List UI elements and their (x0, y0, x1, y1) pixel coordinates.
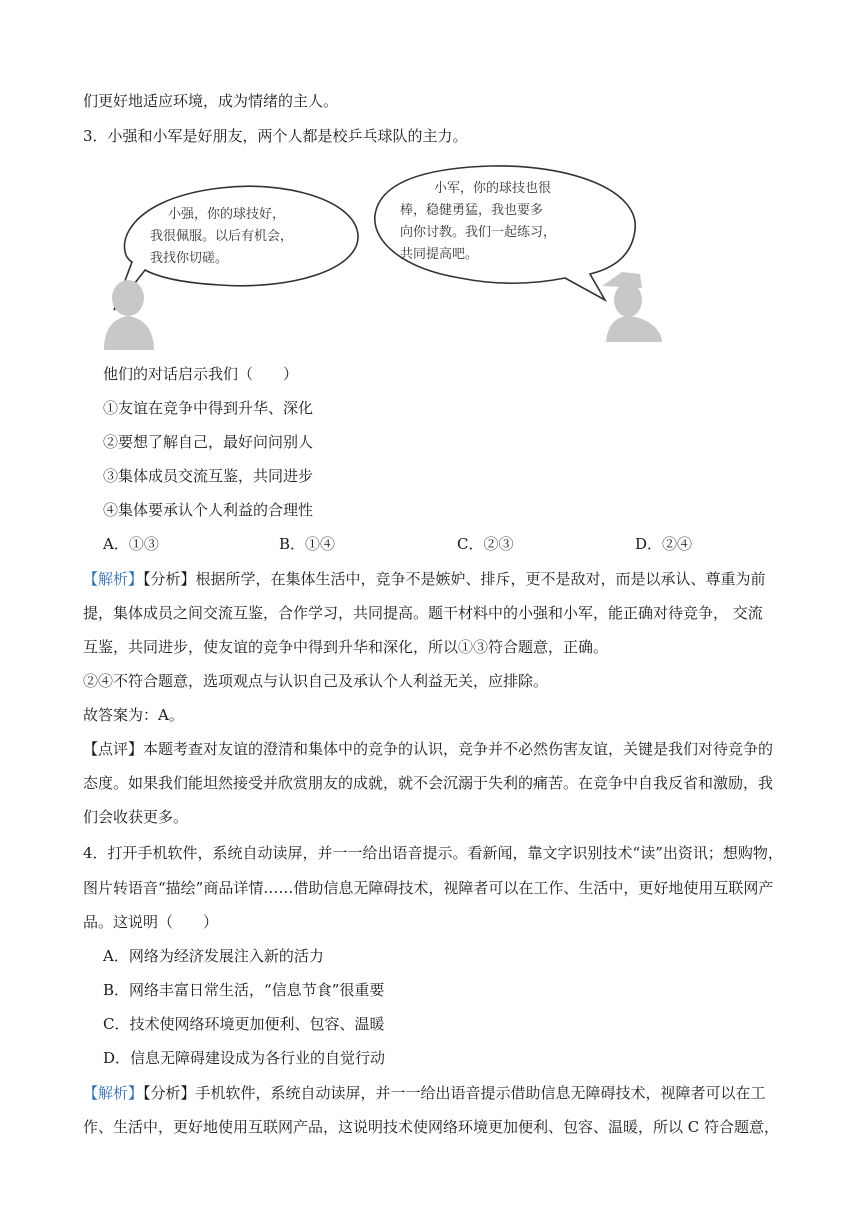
q4-stem-line-2: 图片转语音“描绘”商品详情……借助信息无障碍技术，视障者可以在工作、生活中，更好地使用互联网产 (83, 879, 774, 897)
analysis-tag: 【解析】 (83, 570, 144, 588)
q3-analysis-line-4: ②④不符合题意，选项观点与认识自己及承认个人利益无关，应排除。 (83, 672, 549, 690)
q3-comment-line-2: 态度。如果我们能坦然接受并欣赏朋友的成就，就不会沉溺于失利的痛苦。在竞争中自我反省和激励，我 (83, 774, 774, 792)
left-person-silhouette (104, 280, 154, 350)
q3-comment-line-3: 们会收获更多。 (83, 808, 189, 826)
q4-stem-line-3: 品。这说明（ ） (83, 913, 219, 931)
q3-statement-1: ①友谊在竞争中得到升华、深化 (103, 399, 314, 417)
q4-stem-line-1: 4．打开手机软件，系统自动读屏，并一一给出语音提示。看新闻，靠文字识别技术“读”出资讯；想购物， (83, 844, 783, 862)
q3-option-b: B．①④ (279, 535, 336, 553)
q4-option-b: B．网络丰富日常生活，“信息节食”很重要 (103, 981, 385, 999)
bubble-right-line-1: 小军，你的球技也很 (434, 181, 552, 196)
q3-analysis-line-3: 互鉴，共同进步，使友谊的竞争中得到升华和深化，所以①③符合题意，正确。 (83, 638, 609, 656)
q3-comment-line-1: 【点评】本题考查对友谊的澄清和集体中的竞争的认识，竞争并不必然伤害友谊，关键是我们对待竞争的 (83, 740, 774, 758)
bubble-right-line-4: 共同提高吧。 (400, 247, 479, 262)
q4-option-a: A．网络为经济发展注入新的活力 (103, 947, 324, 965)
q4-analysis-line-2: 作、生活中，更好地使用互联网产品，这说明技术使网络环境更加便利、包容、温暖，所以 C 符合题意， (83, 1118, 780, 1136)
q4-option-c: C．技术使网络环境更加便利、包容、温暖 (103, 1015, 385, 1033)
q3-prompt: 他们的对话启示我们（ ） (103, 365, 299, 383)
q3-option-a: A．①③ (103, 535, 159, 553)
q3-statement-2: ②要想了解自己，最好问问别人 (103, 433, 314, 451)
q3-option-d: D．②④ (635, 535, 693, 553)
left-speech-bubble (114, 186, 358, 310)
bubble-right-line-2: 棒，稳健勇猛，我也要多 (400, 203, 544, 218)
q4-analysis-line-1: 【解析】【分析】手机软件，系统自动读屏，并一一给出语音提示借助信息无障碍技术，视障者可以在工 (83, 1084, 766, 1102)
q3-option-c: C．②③ (457, 535, 514, 553)
bubble-left-line-2: 我很佩服。以后有机会， (150, 229, 294, 244)
q3-statement-3: ③集体成员交流互鉴，共同进步 (103, 467, 314, 485)
bubble-left-line-1: 小强，你的球技好， (168, 207, 286, 222)
q4-option-d: D．信息无障碍建设成为各行业的自觉行动 (103, 1049, 386, 1067)
q3-stem: 3．小强和小军是好朋友，两个人都是校乒乓球队的主力。 (83, 127, 468, 145)
right-person-silhouette (602, 272, 662, 342)
right-speech-bubble (375, 166, 635, 300)
bubble-right-line-3: 向你讨教。我们一起练习， (400, 225, 557, 240)
q3-analysis-line-2: 提，集体成员之间交流互鉴，合作学习，共同提高。题干材料中的小强和小军，能正确对待竞争， 交流 (83, 604, 763, 622)
q3-answer: 故答案为：A。 (83, 706, 184, 724)
analysis-tag: 【解析】 (83, 1084, 144, 1102)
dialogue-illustration (100, 160, 670, 350)
q3-statement-4: ④集体要承认个人利益的合理性 (103, 501, 314, 519)
intro-tail: 们更好地适应环境，成为情绪的主人。 (83, 92, 339, 110)
q3-analysis-line-1: 【解析】【分析】根据所学，在集体生活中，竞争不是嫉妒、排斥，更不是敌对，而是以承认、尊重为前 (83, 570, 766, 588)
bubble-left-line-3: 我找你切磋。 (150, 251, 229, 266)
